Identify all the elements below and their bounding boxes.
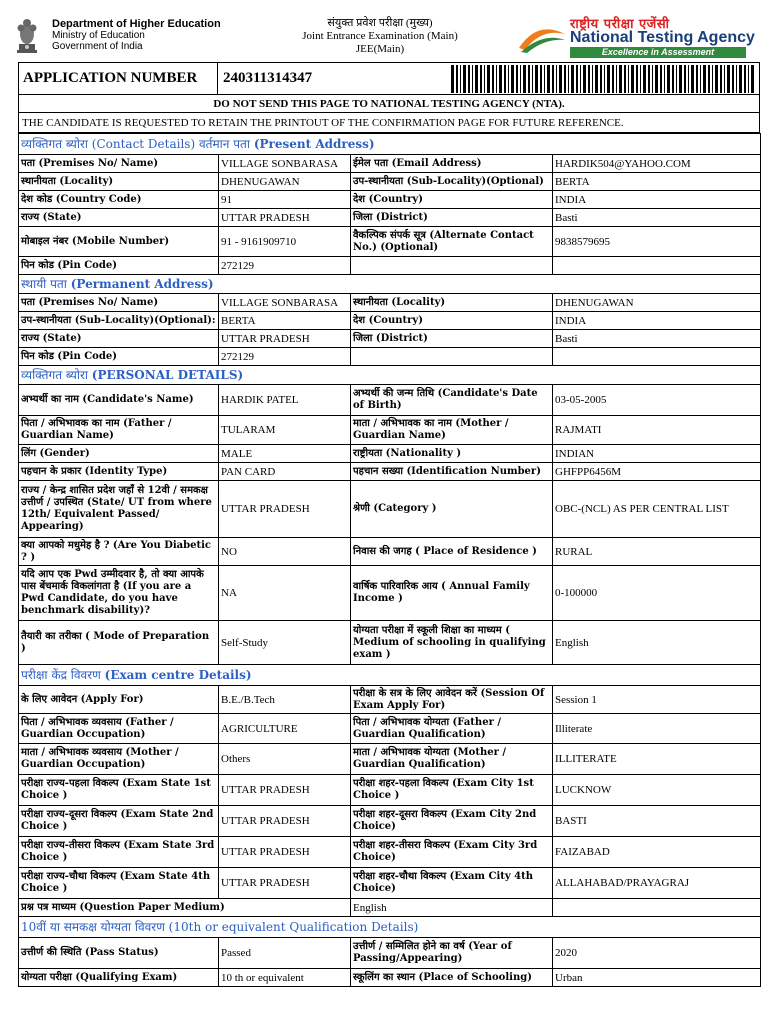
present-address-heading: [19, 134, 761, 155]
department-block: [52, 19, 221, 52]
field-label: तैयारी का तरीका ( Mode of Preparation ): [19, 621, 219, 665]
table-row: [19, 938, 761, 969]
field-label: परीक्षा राज्य-तीसरा विकल्प (Exam State 3rd Choice ): [19, 837, 219, 868]
field-label: स्कूलिंग का स्थान (Place of Schooling): [351, 969, 553, 987]
table-row: [19, 969, 761, 987]
exam-centre-title-hi: परीक्षा केंद्र विवरण: [21, 668, 101, 682]
field-label: पिन कोड (Pin Code): [19, 257, 219, 275]
table-row: [19, 385, 761, 416]
table-row: [19, 312, 761, 330]
field-value: B.E./B.Tech: [219, 686, 351, 714]
nta-logo: [515, 16, 755, 58]
field-value: UTTAR PRADESH: [219, 806, 351, 837]
field-value: DHENUGAWAN: [553, 294, 761, 312]
field-label: पिता / अभिभावक का नाम (Father / Guardian Name): [19, 416, 219, 445]
field-label: परीक्षा शहर-तीसरा विकल्प (Exam City 3rd Choice): [351, 837, 553, 868]
qualification-heading: 10वीं या समकक्ष योग्यता विवरण (10th or equivalent Qualification Details): [19, 917, 761, 938]
field-label: जिला (District): [351, 209, 553, 227]
retain-printout-notice: THE CANDIDATE IS REQUESTED TO RETAIN THE PRINTOUT OF THE CONFIRMATION PAGE FOR FUTURE REFERENCE.: [18, 113, 760, 133]
table-row: [19, 714, 761, 744]
field-value: BERTA: [553, 173, 761, 191]
table-row: [19, 257, 761, 275]
field-value: English: [351, 899, 553, 917]
field-value: Basti: [553, 330, 761, 348]
field-value: LUCKNOW: [553, 775, 761, 806]
field-value: DHENUGAWAN: [219, 173, 351, 191]
field-value: NA: [219, 566, 351, 621]
field-value: Self-Study: [219, 621, 351, 665]
permanent-address-title-en: (Permanent Address): [70, 277, 214, 291]
section-header-row: [19, 665, 761, 686]
field-label: परीक्षा शहर-दूसरा विकल्प (Exam City 2nd Choice): [351, 806, 553, 837]
field-label: प्रश्न पत्र माध्यम (Question Paper Medium): [19, 899, 351, 917]
field-label: देश (Country): [351, 191, 553, 209]
exam-title-english: Joint Entrance Examination (Main): [302, 30, 458, 42]
field-label: योग्यता परीक्षा (Qualifying Exam): [19, 969, 219, 987]
empty-cell: [351, 348, 553, 366]
table-row: [19, 348, 761, 366]
field-label: वैकल्पिक संपर्क सूत्र (Alternate Contact No.) (Optional): [351, 227, 553, 257]
field-label: परीक्षा शहर-पहला विकल्प (Exam City 1st Choice ): [351, 775, 553, 806]
field-value: OBC-(NCL) AS PER CENTRAL LIST: [553, 481, 761, 538]
field-value: Session 1: [553, 686, 761, 714]
exam-title-short: JEE(Main): [355, 43, 405, 55]
table-row: [19, 621, 761, 665]
table-row: [19, 330, 761, 348]
field-value: HARDIK504@YAHOO.COM: [553, 155, 761, 173]
confirmation-table: [18, 133, 761, 987]
field-value: UTTAR PRADESH: [219, 330, 351, 348]
section-header-row: [19, 366, 761, 385]
field-label: राज्य / केन्द्र शासित प्रदेश जहाँ से 12वी / समकक्ष उत्तीर्ण / उपस्थित (State/ UT from where 12th/ Equivalent Passed/ Appearing): [19, 481, 219, 538]
national-emblem-icon: [14, 14, 40, 54]
field-label: निवास की जगह ( Place of Residence ): [351, 538, 553, 566]
field-value: 0-100000: [553, 566, 761, 621]
field-label: योग्यता परीक्षा में स्कूली शिक्षा का माध्यम ( Medium of schooling in qualifying exam ): [351, 621, 553, 665]
table-row: [19, 481, 761, 538]
table-row: [19, 868, 761, 899]
field-value: UTTAR PRADESH: [219, 868, 351, 899]
field-value: ILLITERATE: [553, 744, 761, 775]
field-value: INDIA: [553, 312, 761, 330]
field-label: वार्षिक पारिवारिक आय ( Annual Family Income ): [351, 566, 553, 621]
field-label: माता / अभिभावक का नाम (Mother / Guardian Name): [351, 416, 553, 445]
field-label: जिला (District): [351, 330, 553, 348]
table-row: [19, 686, 761, 714]
nta-hindi-name: राष्ट्रीय परीक्षा एजेंसी: [570, 17, 670, 32]
divider: [217, 63, 218, 94]
personal-title-en: (PERSONAL DETAILS): [91, 368, 244, 382]
exam-title: [250, 17, 510, 56]
field-label: के लिए आवेदन (Apply For): [19, 686, 219, 714]
field-value: VILLAGE SONBARASA: [219, 155, 351, 173]
field-value: PAN CARD: [219, 463, 351, 481]
field-label: पता (Premises No/ Name): [19, 294, 219, 312]
field-label: पिन कोड (Pin Code): [19, 348, 219, 366]
section-header-row: [19, 917, 761, 938]
application-number-value: 240311314347: [223, 70, 313, 86]
field-label: पहचान सख्या (Identification Number): [351, 463, 553, 481]
field-label: ईमेल पता (Email Address): [351, 155, 553, 173]
field-value: 91 - 9161909710: [219, 227, 351, 257]
field-value: Urban: [553, 969, 761, 987]
field-label: पिता / अभिभावक योग्यता (Father / Guardian Qualification): [351, 714, 553, 744]
exam-centre-title-en: (Exam centre Details): [104, 668, 252, 682]
table-row: [19, 445, 761, 463]
empty-cell: [553, 257, 761, 275]
section-header-row: [19, 134, 761, 155]
field-value: 272129: [219, 348, 351, 366]
field-label: उप-स्थानीयता (Sub-Locality)(Optional):: [19, 312, 219, 330]
field-label: स्थानीयता (Locality): [19, 173, 219, 191]
empty-cell: [351, 257, 553, 275]
field-value: Others: [219, 744, 351, 775]
field-value: ALLAHABAD/PRAYAGRAJ: [553, 868, 761, 899]
field-value: VILLAGE SONBARASA: [219, 294, 351, 312]
field-value: AGRICULTURE: [219, 714, 351, 744]
field-label: श्रेणी (Category ): [351, 481, 553, 538]
field-value: English: [553, 621, 761, 665]
field-label: देश (Country): [351, 312, 553, 330]
field-label: उत्तीर्ण की स्थिति (Pass Status): [19, 938, 219, 969]
page-header: [0, 0, 768, 62]
do-not-send-notice: DO NOT SEND THIS PAGE TO NATIONAL TESTING AGENCY (NTA).: [18, 95, 760, 113]
present-address-title-en: (Present Address): [253, 137, 375, 151]
application-number-label: APPLICATION NUMBER: [23, 70, 198, 86]
field-value: 03-05-2005: [553, 385, 761, 416]
exam-title-hindi: संयुक्त प्रवेश परीक्षा (मुख्य): [327, 17, 433, 29]
dept-line-2: Ministry of Education: [52, 30, 145, 41]
field-value: GHFPP6456M: [553, 463, 761, 481]
table-row: [19, 566, 761, 621]
table-row: [19, 209, 761, 227]
field-value: Basti: [553, 209, 761, 227]
dept-line-1: Department of Higher Education: [52, 18, 221, 30]
field-value: 10 th or equivalent: [219, 969, 351, 987]
field-value: Passed: [219, 938, 351, 969]
empty-cell: [553, 348, 761, 366]
field-label: माता / अभिभावक व्यवसाय (Mother / Guardian Occupation): [19, 744, 219, 775]
table-row: [19, 227, 761, 257]
field-label: अभ्यर्थी की जन्म तिथि (Candidate's Date of Birth): [351, 385, 553, 416]
field-label: उप-स्थानीयता (Sub-Locality)(Optional): [351, 173, 553, 191]
personal-details-heading: [19, 366, 761, 385]
field-label: परीक्षा शहर-चौथा विकल्प (Exam City 4th Choice): [351, 868, 553, 899]
field-value: RAJMATI: [553, 416, 761, 445]
field-label: क्या आपको मधुमेह है ? (Are You Diabetic ? ): [19, 538, 219, 566]
field-label: लिंग (Gender): [19, 445, 219, 463]
personal-title-hi: व्यक्तिगत ब्योरा: [21, 368, 88, 382]
field-label: राज्य (State): [19, 330, 219, 348]
field-value: 9838579695: [553, 227, 761, 257]
field-value: NO: [219, 538, 351, 566]
table-row: [19, 155, 761, 173]
field-label: राष्ट्रीयता (Nationality ): [351, 445, 553, 463]
table-row: [19, 806, 761, 837]
permanent-address-title-hi: स्थायी पता: [21, 277, 67, 291]
field-value: RURAL: [553, 538, 761, 566]
field-value: 272129: [219, 257, 351, 275]
field-label: अभ्यर्थी का नाम (Candidate's Name): [19, 385, 219, 416]
table-row: [19, 294, 761, 312]
application-number-box: [18, 62, 760, 95]
section-header-row: [19, 275, 761, 294]
table-row: [19, 899, 761, 917]
field-label: परीक्षा राज्य-पहला विकल्प (Exam State 1st Choice ): [19, 775, 219, 806]
exam-centre-heading: [19, 665, 761, 686]
table-row: [19, 837, 761, 868]
table-row: [19, 775, 761, 806]
field-label: स्थानीयता (Locality): [351, 294, 553, 312]
field-value: INDIA: [553, 191, 761, 209]
table-row: [19, 538, 761, 566]
field-value: FAIZABAD: [553, 837, 761, 868]
field-value: BERTA: [219, 312, 351, 330]
field-label: परीक्षा राज्य-दूसरा विकल्प (Exam State 2nd Choice ): [19, 806, 219, 837]
field-value: UTTAR PRADESH: [219, 481, 351, 538]
table-row: [19, 463, 761, 481]
nta-english-name: National Testing Agency: [570, 29, 755, 46]
nta-swoosh-icon: [517, 26, 567, 54]
field-value: BASTI: [553, 806, 761, 837]
field-value: MALE: [219, 445, 351, 463]
field-value: 91: [219, 191, 351, 209]
field-value: TULARAM: [219, 416, 351, 445]
empty-cell: [553, 899, 761, 917]
table-row: [19, 173, 761, 191]
table-row: [19, 191, 761, 209]
field-value: UTTAR PRADESH: [219, 837, 351, 868]
field-label: परीक्षा राज्य-चौथा विकल्प (Exam State 4th Choice ): [19, 868, 219, 899]
barcode-icon: [451, 65, 757, 93]
field-label: यदि आप एक Pwd उम्मीदवार है, तो क्या आपके पास बेंचमार्क विकलांगता है (If you are a Pwd Candidate, do you have benchmark disability)?: [19, 566, 219, 621]
table-row: [19, 744, 761, 775]
field-label: पहचान के प्रकार (Identity Type): [19, 463, 219, 481]
present-address-title-hi: व्यक्तिगत ब्योरा (Contact Details) वर्तमान पता: [21, 137, 250, 151]
field-value: UTTAR PRADESH: [219, 209, 351, 227]
field-value: HARDIK PATEL: [219, 385, 351, 416]
field-value: INDIAN: [553, 445, 761, 463]
nta-tagline: Excellence in Assessment: [570, 47, 746, 58]
field-label: परीक्षा के सत्र के लिए आवेदन करें (Session Of Exam Apply For): [351, 686, 553, 714]
field-value: Illiterate: [553, 714, 761, 744]
field-label: देश कोड (Country Code): [19, 191, 219, 209]
field-label: राज्य (State): [19, 209, 219, 227]
field-label: मोबाइल नंबर (Mobile Number): [19, 227, 219, 257]
field-label: पता (Premises No/ Name): [19, 155, 219, 173]
field-label: उत्तीर्ण / सम्मिलित होने का वर्ष (Year of Passing/Appearing): [351, 938, 553, 969]
permanent-address-heading: [19, 275, 761, 294]
field-value: UTTAR PRADESH: [219, 775, 351, 806]
dept-line-3: Government of India: [52, 41, 143, 52]
field-label: माता / अभिभावक योग्यता (Mother / Guardian Qualification): [351, 744, 553, 775]
field-label: पिता / अभिभावक व्यवसाय (Father / Guardian Occupation): [19, 714, 219, 744]
table-row: [19, 416, 761, 445]
field-value: 2020: [553, 938, 761, 969]
